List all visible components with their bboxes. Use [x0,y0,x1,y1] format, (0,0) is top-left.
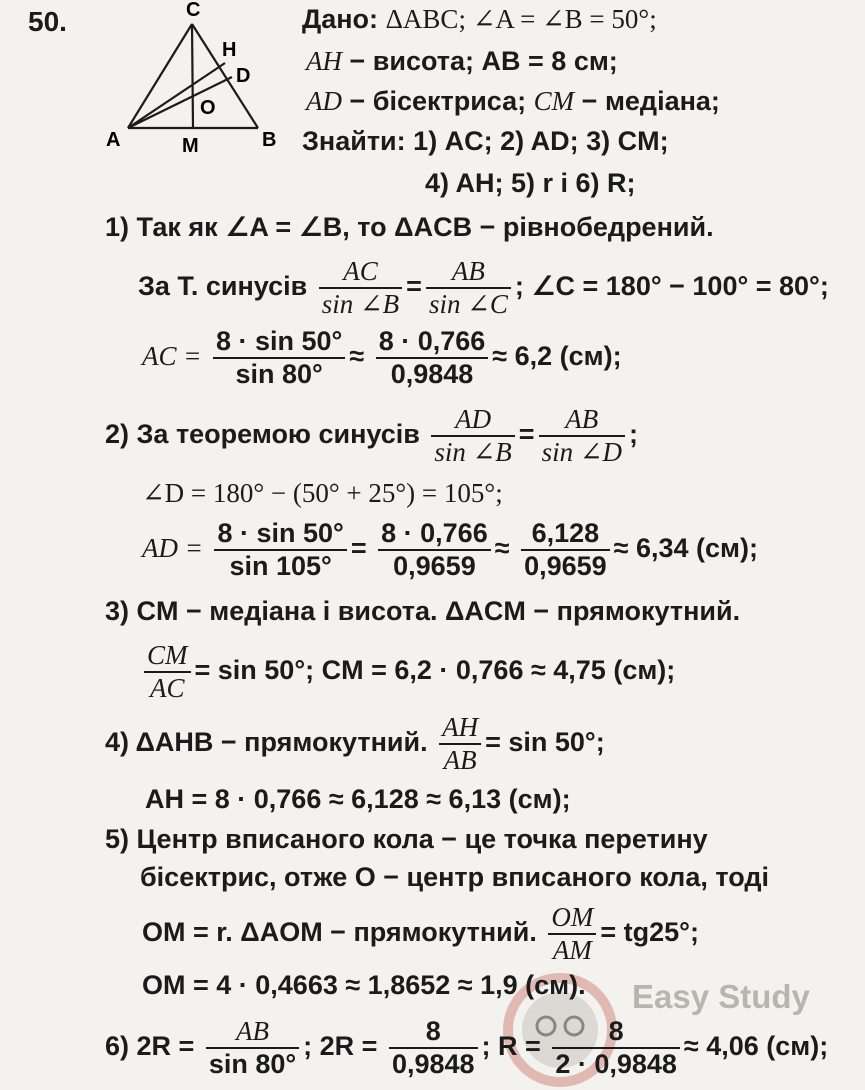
given-line-3: AD − бісектриса; CM − медіана; [306,86,720,116]
fraction: $\frac{8}{0,9848}$ [389,1016,478,1080]
fraction: $\frac{CM}{AC}$ [144,640,191,704]
label-b: B [262,129,277,151]
fraction: $\frac{AD}{\sin \angle B}$ [431,404,514,468]
step4-line2: AH = 8 · 0,766 ≈ 6,128 ≈ 6,13 (см); [145,784,571,814]
step3-line2: $\frac{CM}{AC}$ = sin 50°; CM = 6,2 · 0,766 ≈ 4,75 (см); [140,640,675,704]
step1-line2: За Т. синусів $\frac{AC}{\sin \angle B}$ = $\frac{AB}{\sin \angle C}$ ; ∠C = 180° − 100° = 80°; [138,256,829,320]
step4-line1: 4) ΔAHB − прямокутний. $\frac{AH}{AB}$ = sin 50°; [105,712,605,776]
fraction: $\frac{AB}{\sin \angle C}$ [426,256,511,320]
step5-line1: 5) Центр вписаного кола − це точка перетину [105,824,708,854]
label-o: O [200,97,216,119]
label-d: D [236,65,251,87]
step5-line4: OM = 4 · 0,4663 ≈ 1,8652 ≈ 1,9 (см). [142,970,586,1000]
step2-line2: ∠D = 180° − (50° + 25°) = 105°; [142,478,503,508]
label-h: H [222,39,237,61]
given-line-1: Дано: ΔABC; ∠A = ∠B = 50°; [302,4,657,34]
step1-line3: AC = $\frac{8 \cdot \sin 50^\circ}{\sin 80^\circ}$ ≈ $\frac{8 \cdot 0,766}{0,9848}$ ≈ 6,2 (см); [142,326,622,390]
find-label: Знайти: [302,126,406,156]
fraction: $\frac{8}{2 \cdot 0,9848}$ [552,1016,680,1080]
fraction: $\frac{6,128}{0,9659}$ [521,518,610,582]
given-line-2: AH − висота; AB = 8 см; [306,46,618,76]
fraction: $\frac{AH}{AB}$ [439,712,481,776]
step5-line2: бісектрис, отже O − центр вписаного кола, тоді [140,862,769,892]
step1-line1: 1) Так як ∠A = ∠B, то ΔACB − рівнобедрений. [105,212,714,242]
fraction: $\frac{8 \cdot \sin 50^\circ}{\sin 105^\circ}$ [214,518,346,582]
find-line-1: Знайти: 1) AC; 2) AD; 3) CM; [302,126,669,156]
median-cm [192,24,193,128]
step5-line3: OM = r. ΔAOM − прямокутний. $\frac{OM}{AM}$ = tg25°; [142,902,699,966]
fraction: $\frac{AB}{\sin 80^\circ}$ [206,1016,299,1080]
fraction: $\frac{8 \cdot \sin 50^\circ}{\sin 80^\circ}$ [213,326,345,390]
fraction: $\frac{8 \cdot 0,766}{0,9659}$ [378,518,491,582]
watermark-text: Easy Study [632,978,810,1015]
label-m: M [182,135,199,157]
problem-number: 50. [28,6,67,37]
label-c: C [186,0,201,21]
step2-line3: AD = $\frac{8 \cdot \sin 50^\circ}{\sin 105^\circ}$ = $\frac{8 \cdot 0,766}{0,9659}$ ≈ $\frac{6,128}{0,9659}$ ≈ 6,34 (см); [142,518,758,582]
triangle-figure [100,0,300,160]
step2-line1: 2) За теоремою синусів $\frac{AD}{\sin \angle B}$ = $\frac{AB}{\sin \angle D}$ ; [105,404,638,468]
find-line-2: 4) AH; 5) r і 6) R; [425,168,636,198]
step3-line1: 3) CM − медіана і висота. ΔACM − прямокутний. [105,596,741,626]
fraction: $\frac{AB}{\sin \angle D}$ [539,404,625,468]
step6-line1: 6) 2R = $\frac{AB}{\sin 80^\circ}$ ; 2R = $\frac{8}{0,9848}$ ; R = $\frac{8}{2 \cdot 0,9848}$ ≈ 4,06 (см); [105,1016,829,1080]
fraction: $\frac{AC}{\sin \angle B}$ [319,256,402,320]
fraction: $\frac{OM}{AM}$ [548,902,596,966]
fraction: $\frac{8 \cdot 0,766}{0,9848}$ [376,326,489,390]
given-label: Дано: [302,4,379,34]
label-a: A [106,129,121,151]
